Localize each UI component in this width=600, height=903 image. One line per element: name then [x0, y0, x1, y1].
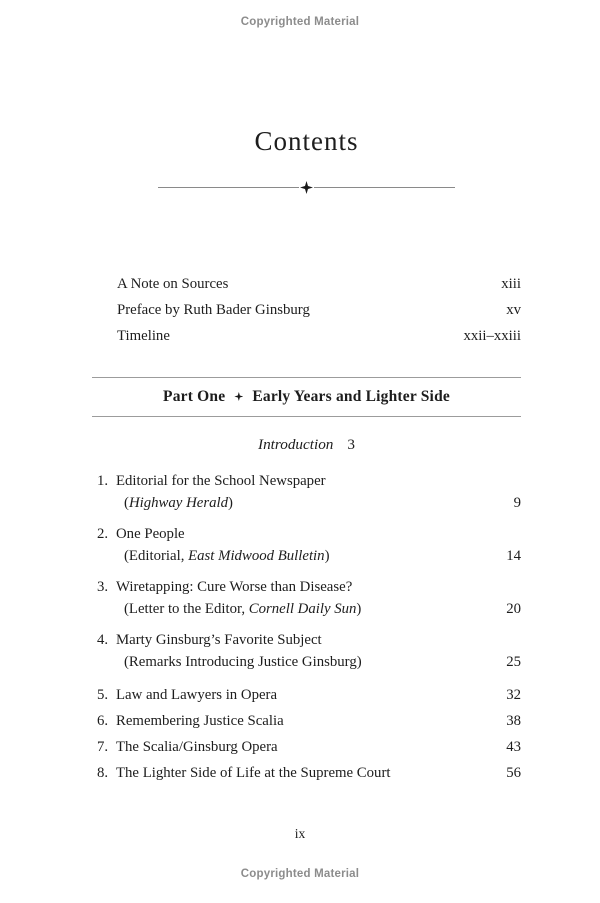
chapter-number: 2.	[97, 526, 109, 542]
chapter-title: The Scalia/Ginsburg Opera	[116, 739, 278, 755]
chapter-subtitle: (Highway Herald)	[124, 495, 233, 511]
toc-chapter-entry	[92, 470, 521, 514]
introduction-label: Introduction	[258, 436, 334, 453]
four-pointed-star-icon	[234, 392, 243, 401]
chapter-number: 1.	[97, 473, 109, 489]
chapter-page-number: 38	[506, 713, 521, 729]
chapter-title: Editorial for the School Newspaper	[116, 473, 326, 489]
toc-entry-label: Preface by Ruth Bader Ginsburg	[117, 302, 310, 318]
chapter-subtitle: (Remarks Introducing Justice Ginsburg)	[124, 654, 362, 670]
chapter-number: 3.	[97, 579, 109, 595]
toc-entry-page: xv	[506, 302, 521, 318]
chapter-page-number: 20	[506, 601, 521, 617]
divider-line	[158, 187, 299, 188]
part-title: Early Years and Lighter Side	[252, 388, 450, 405]
toc-entry-label: Timeline	[117, 328, 170, 344]
toc-front-matter-row	[92, 271, 521, 297]
toc-chapter-entry	[92, 523, 521, 567]
chapter-subtitle: (Editorial, East Midwood Bulletin)	[124, 548, 330, 564]
four-pointed-star-icon	[300, 181, 313, 194]
toc-chapter-list	[92, 470, 521, 786]
copyright-notice-top: Copyrighted Material	[240, 16, 360, 28]
chapter-number: 8.	[97, 765, 109, 781]
chapter-number: 4.	[97, 632, 109, 648]
chapter-title: One People	[116, 526, 185, 542]
part-heading	[92, 377, 521, 417]
chapter-title: Remembering Justice Scalia	[116, 713, 284, 729]
chapter-page-number: 56	[506, 765, 521, 781]
page-title: Contents	[254, 126, 359, 156]
toc-chapter-entry	[92, 734, 521, 760]
toc-chapter-entry	[92, 682, 521, 708]
title-divider	[158, 181, 455, 194]
introduction-page-number: 3	[347, 436, 355, 453]
part-number: Part One	[163, 388, 226, 405]
copyright-notice-bottom: Copyrighted Material	[240, 868, 360, 880]
chapter-page-number: 32	[506, 687, 521, 703]
toc-chapter-entry	[92, 576, 521, 620]
toc-front-matter	[92, 271, 521, 349]
divider-line	[314, 187, 455, 188]
chapter-subtitle: (Letter to the Editor, Cornell Daily Sun)	[124, 601, 362, 617]
chapter-title: The Lighter Side of Life at the Supreme Court	[116, 765, 391, 781]
chapter-number: 7.	[97, 739, 109, 755]
chapter-title: Marty Ginsburg’s Favorite Subject	[116, 632, 322, 648]
toc-entry-page: xiii	[501, 276, 521, 292]
chapter-page-number: 14	[506, 548, 521, 564]
chapter-number: 5.	[97, 687, 109, 703]
toc-front-matter-row	[92, 323, 521, 349]
toc-chapter-entry	[92, 760, 521, 786]
chapter-page-number: 25	[506, 654, 521, 670]
toc-front-matter-row	[92, 297, 521, 323]
chapter-title: Law and Lawyers in Opera	[116, 687, 278, 703]
chapter-page-number: 9	[513, 495, 521, 511]
folio-page-number: ix	[294, 826, 306, 841]
chapter-page-number: 43	[506, 739, 521, 755]
toc-chapter-entry	[92, 629, 521, 673]
toc-entry-label: A Note on Sources	[117, 276, 229, 292]
chapter-title: Wiretapping: Cure Worse than Disease?	[116, 579, 353, 595]
toc-entry-page: xxii–xxiii	[463, 328, 521, 344]
toc-chapter-entry	[92, 708, 521, 734]
chapter-number: 6.	[97, 713, 109, 729]
toc-introduction-row	[92, 433, 521, 457]
